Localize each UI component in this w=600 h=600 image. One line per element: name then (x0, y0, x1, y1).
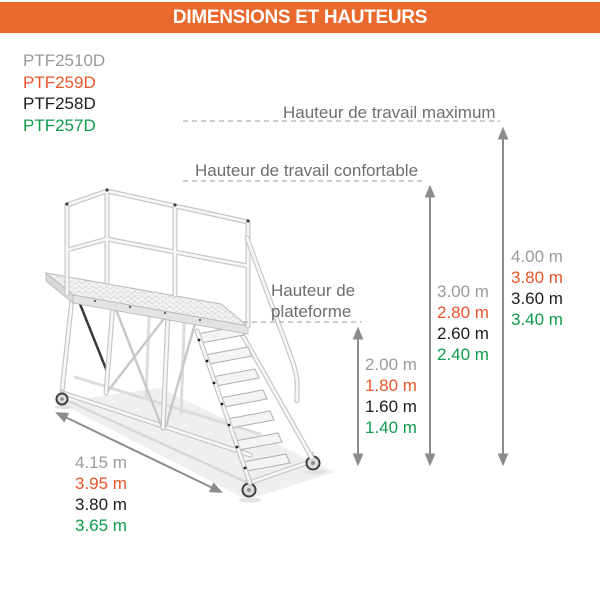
dimension-value: 3.80 m (75, 495, 127, 514)
platform-height-label (271, 280, 355, 322)
dimension-value: 3.40 m (511, 310, 563, 329)
platform-height-label-line1: Hauteur de (271, 281, 356, 300)
comfortable-work-height-values (437, 281, 489, 365)
product-code: PTF2510D (23, 51, 106, 70)
dimension-value: 3.60 m (511, 289, 563, 308)
page-title: DIMENSIONS ET HAUTEURS (172, 6, 428, 28)
platform-deck (46, 273, 248, 334)
dimension-value: 3.00 m (437, 282, 489, 301)
dimension-value: 2.00 m (365, 355, 417, 374)
dimension-value: 3.80 m (511, 268, 563, 287)
product-code: PTF258D (23, 94, 96, 113)
platform-height-values (365, 354, 417, 438)
header-banner (0, 2, 600, 33)
dimension-value: 1.40 m (365, 418, 417, 437)
dimension-value: 2.80 m (437, 303, 489, 322)
product-code: PTF257D (23, 115, 96, 135)
dimension-value: 4.00 m (511, 247, 563, 266)
overall-length-values (75, 452, 127, 536)
dimension-value: 1.60 m (365, 397, 417, 416)
dimension-value: 3.95 m (75, 474, 127, 493)
platform-height-label-line2: plateforme (271, 302, 352, 321)
dimension-value: 3.65 m (75, 516, 127, 535)
dimension-value: 4.15 m (75, 453, 127, 472)
dimension-value: 2.60 m (437, 324, 489, 343)
max-work-height-values (511, 246, 563, 330)
comfortable-work-height-label: Hauteur de travail confortable (195, 161, 419, 180)
product-code-list (23, 50, 105, 136)
dimension-value: 1.80 m (365, 376, 417, 395)
product-code: PTF259D (23, 72, 96, 92)
max-work-height-label: Hauteur de travail maximum (283, 103, 496, 122)
dimension-value: 2.40 m (437, 345, 489, 364)
